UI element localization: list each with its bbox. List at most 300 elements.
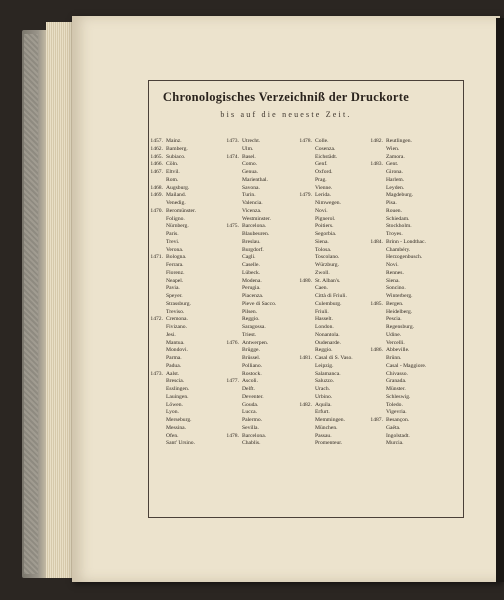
list-item [224, 177, 276, 185]
list-item [224, 200, 276, 208]
list-item [148, 177, 196, 185]
page-right-shadow [496, 18, 504, 582]
list-item [224, 208, 276, 216]
list-item [148, 433, 196, 441]
entry-place: Aquila. [315, 401, 332, 408]
list-item [148, 161, 196, 169]
entry-place: Basel. [242, 153, 256, 160]
list-item [297, 409, 353, 417]
list-item [224, 270, 276, 278]
entry-year: 1471. [150, 254, 163, 261]
entry-place: Abbeville. [386, 347, 410, 354]
list-item [224, 417, 276, 425]
list-item [368, 231, 426, 239]
entry-year: 1469. [150, 192, 163, 199]
list-item [297, 216, 353, 224]
entry-place: Genua. [242, 169, 258, 175]
list-item [368, 433, 426, 441]
entry-place: Pavia. [166, 285, 180, 292]
list-item [368, 161, 426, 169]
list-item [148, 216, 196, 224]
place-list-column-1 [148, 138, 196, 448]
entry-place: Bamberg. [166, 145, 188, 152]
entry-place: Promenteur. [315, 440, 343, 447]
entry-place: Eichstädt. [315, 153, 338, 160]
list-item [148, 301, 196, 309]
list-item [368, 309, 426, 317]
entry-place: Speyer. [166, 293, 183, 299]
entry-place: Lyon. [166, 409, 179, 416]
entry-place: Segorbia. [315, 231, 337, 237]
entry-place: Zwoll. [315, 269, 330, 276]
entry-place: Parma. [166, 355, 182, 361]
entry-place: Cagli. [242, 254, 256, 261]
list-item [224, 316, 276, 324]
list-item [297, 440, 353, 448]
list-item [224, 285, 276, 293]
entry-year: 1474. [226, 153, 239, 160]
list-item [368, 347, 426, 355]
entry-place: Casal - Maggiore. [386, 362, 427, 369]
list-item [148, 254, 196, 262]
list-item [224, 324, 276, 332]
entry-place: Aalst. [166, 370, 180, 377]
list-item [297, 185, 353, 193]
entry-year: 1467. [150, 169, 163, 175]
entry-place: Subiaco. [166, 153, 186, 160]
entry-place: Augsburg. [166, 184, 190, 191]
entry-place: Tolosa. [315, 246, 332, 253]
list-item [368, 223, 426, 231]
list-item [297, 200, 353, 208]
entry-place: Löwen. [166, 401, 183, 408]
list-item [368, 293, 426, 301]
book-page [72, 16, 500, 582]
entry-place: Gent. [386, 161, 399, 168]
entry-place: Urach. [315, 386, 331, 392]
entry-year: 1462. [150, 145, 163, 152]
entry-place: Cremona. [166, 316, 188, 323]
list-item [297, 433, 353, 441]
list-item [297, 270, 353, 278]
entry-place: Pignerol. [315, 215, 336, 222]
page-title: Chronologisches Verzeichniß der Druckorte [162, 90, 410, 104]
entry-place: Città di Friuli. [315, 293, 347, 299]
entry-place: Sant' Ursino. [166, 440, 195, 447]
entry-place: St. Alban's. [315, 277, 341, 284]
list-item [297, 192, 353, 200]
list-item [297, 347, 353, 355]
list-item [297, 355, 353, 363]
list-item [368, 216, 426, 224]
list-item [297, 363, 353, 371]
list-item [224, 254, 276, 262]
list-item [297, 161, 353, 169]
entry-year: 1473. [226, 138, 239, 144]
list-item [368, 285, 426, 293]
entry-place: Erfurt. [315, 409, 330, 416]
entry-place: Caen. [315, 285, 328, 292]
entry-place: Saluzzo. [315, 378, 335, 385]
entry-place: Fivizano. [166, 324, 187, 330]
list-item [148, 239, 196, 247]
entry-place: Piacenza. [242, 293, 264, 299]
entry-place: Ofen. [166, 432, 179, 439]
list-item [224, 409, 276, 417]
list-item [148, 185, 196, 193]
entry-place: Herzogenbusch. [386, 254, 423, 261]
list-item [148, 208, 196, 216]
entry-place: Vicenza. [242, 207, 262, 214]
entry-place: Strassburg. [166, 300, 191, 307]
entry-place: Mondovi. [166, 347, 188, 354]
entry-place: Verona. [166, 246, 184, 253]
entry-place: Regensburg. [386, 324, 415, 330]
entry-place: Bergen. [386, 300, 404, 307]
list-item [224, 247, 276, 255]
entry-place: Blaubeuren. [242, 231, 270, 237]
entry-place: Como. [242, 161, 258, 168]
list-item [148, 417, 196, 425]
entry-place: Palermo. [242, 417, 263, 423]
list-item [368, 278, 426, 286]
list-item [224, 402, 276, 410]
entry-year: 1477. [226, 378, 239, 385]
entry-place: Oxford. [315, 169, 333, 175]
entry-place: Gouda. [242, 401, 259, 408]
entry-year: 1486. [370, 347, 383, 354]
entry-place: Ingolstadt. [386, 432, 410, 439]
list-item [368, 154, 426, 162]
list-item [224, 169, 276, 177]
entry-place: Salamanca. [315, 370, 341, 377]
entry-place: Toledo. [386, 401, 403, 408]
entry-place: Wien. [386, 145, 400, 152]
entry-place: Troyes. [386, 231, 403, 237]
list-item [368, 371, 426, 379]
entry-place: Stockholm. [386, 223, 412, 230]
list-item [224, 332, 276, 340]
entry-place: Pisa. [386, 200, 397, 206]
entry-place: Ferrara. [166, 262, 184, 268]
list-item [297, 223, 353, 231]
list-item [297, 309, 353, 317]
entry-year: 1484. [370, 238, 383, 245]
list-item [368, 247, 426, 255]
entry-place: Caselle. [242, 262, 260, 268]
entry-place: Leyden. [386, 184, 405, 191]
entry-year: 1465. [150, 153, 163, 160]
list-item [148, 386, 196, 394]
list-item [297, 394, 353, 402]
entry-place: Esslingen. [166, 386, 190, 392]
list-item [368, 340, 426, 348]
entry-place: Urbino. [315, 393, 333, 400]
entry-place: Lerida. [315, 192, 331, 199]
list-item [224, 192, 276, 200]
list-item [224, 223, 276, 231]
list-item [368, 146, 426, 154]
list-item [224, 293, 276, 301]
entry-place: Münster. [386, 386, 406, 392]
entry-place: Delft. [242, 386, 255, 392]
list-item [297, 324, 353, 332]
entry-place: Perugia. [242, 285, 261, 292]
entry-year: 1476. [226, 339, 239, 346]
entry-year: 1472. [150, 316, 163, 323]
entry-place: Mainz. [166, 138, 182, 144]
list-item [297, 138, 353, 146]
entry-place: Burgdorf. [242, 246, 264, 253]
list-item [224, 347, 276, 355]
list-item [368, 332, 426, 340]
entry-place: Nürnberg. [166, 223, 189, 230]
entry-place: Neapel. [166, 277, 184, 284]
entry-place: Colle. [315, 138, 329, 144]
list-item [297, 169, 353, 177]
entry-place: Rennes. [386, 269, 404, 276]
list-item [224, 309, 276, 317]
list-item [224, 154, 276, 162]
entry-place: Polliano. [242, 362, 263, 369]
entry-place: Zamora. [386, 153, 405, 160]
list-item [297, 332, 353, 340]
entry-year: 1478. [226, 432, 239, 439]
list-item [224, 440, 276, 448]
list-item [297, 301, 353, 309]
entry-place: Trevi. [166, 238, 180, 245]
list-item [368, 316, 426, 324]
list-item [297, 146, 353, 154]
entry-place: Rom. [166, 176, 179, 183]
list-item [148, 425, 196, 433]
list-item [148, 278, 196, 286]
entry-place: Schleswig. [386, 393, 411, 400]
list-item [148, 355, 196, 363]
entry-place: Deventer. [242, 393, 264, 400]
entry-year: 1475. [226, 223, 239, 230]
entry-year: 1482. [370, 138, 383, 144]
entry-place: Siena. [315, 238, 329, 245]
entry-place: Pieve di Sacco. [242, 300, 277, 307]
entry-place: Valencia. [242, 200, 263, 206]
entry-place: Marienthal. [242, 176, 268, 183]
list-item [148, 340, 196, 348]
list-item [224, 239, 276, 247]
list-item [368, 363, 426, 371]
entry-place: Triest. [242, 331, 257, 338]
list-item [148, 363, 196, 371]
list-item [297, 293, 353, 301]
entry-year: 1480. [299, 277, 312, 284]
entry-place: Bologna. [166, 254, 187, 261]
list-item [297, 177, 353, 185]
list-item [148, 394, 196, 402]
entry-place: Brügge. [242, 347, 260, 354]
list-item [368, 301, 426, 309]
list-item [224, 216, 276, 224]
entry-place: Hasselt. [315, 316, 333, 323]
list-item [224, 355, 276, 363]
list-item [297, 208, 353, 216]
entry-place: Treviso. [166, 308, 185, 315]
entry-place: Harlem. [386, 176, 405, 183]
entry-place: Cöln. [166, 161, 179, 168]
place-list-column-2 [224, 138, 276, 448]
entry-place: Schiedam. [386, 215, 410, 222]
list-item [368, 386, 426, 394]
entry-place: Leipzig. [315, 362, 334, 369]
list-item [148, 409, 196, 417]
list-item [148, 154, 196, 162]
entry-place: Gaëta. [386, 424, 401, 431]
list-item [368, 138, 426, 146]
entry-place: Mantua. [166, 339, 185, 346]
entry-place: Cosenza. [315, 145, 336, 152]
list-item [224, 425, 276, 433]
list-item [297, 262, 353, 270]
entry-year: 1457. [150, 138, 163, 144]
entry-year: 1487. [370, 417, 383, 423]
list-item [148, 231, 196, 239]
entry-place: Vigevria. [386, 409, 407, 416]
list-item [297, 285, 353, 293]
entry-place: Lucca. [242, 409, 258, 416]
list-item [224, 363, 276, 371]
list-item [368, 254, 426, 262]
entry-year: 1470. [150, 207, 163, 214]
entry-place: Reutlingen. [386, 138, 412, 144]
list-item [224, 386, 276, 394]
list-item [368, 185, 426, 193]
entry-place: Eltvil. [166, 169, 180, 175]
list-item [148, 200, 196, 208]
entry-place: Friuli. [315, 308, 329, 315]
entry-place: Mailand. [166, 192, 187, 199]
list-item [368, 425, 426, 433]
list-item [297, 247, 353, 255]
entry-place: Rouen. [386, 207, 403, 214]
list-item [148, 223, 196, 231]
list-item [224, 185, 276, 193]
entry-place: Lauingen. [166, 393, 189, 400]
entry-place: Jesi. [166, 331, 176, 338]
list-item [224, 231, 276, 239]
entry-place: Ascoli. [242, 378, 259, 385]
entry-year: 1468. [150, 184, 163, 191]
entry-place: Pilsen. [242, 308, 258, 315]
place-list-column-3 [297, 138, 353, 448]
list-item [224, 278, 276, 286]
entry-place: Sevilla. [242, 424, 259, 431]
entry-place: Novi. [315, 207, 328, 214]
entry-place: Saragossa. [242, 324, 266, 330]
list-item [297, 371, 353, 379]
entry-place: London. [315, 324, 334, 330]
list-item [368, 324, 426, 332]
list-item [224, 138, 276, 146]
list-item [368, 192, 426, 200]
list-item [148, 378, 196, 386]
list-item [368, 394, 426, 402]
entry-place: Savona. [242, 184, 260, 191]
entry-place: Prag. [315, 176, 327, 183]
list-item [368, 440, 426, 448]
entry-place: Oudenarde. [315, 339, 341, 346]
list-item [148, 192, 196, 200]
entry-place: Paris. [166, 231, 179, 237]
entry-place: Antwerpen. [242, 339, 269, 346]
list-item [297, 340, 353, 348]
list-item [148, 332, 196, 340]
list-item [297, 386, 353, 394]
entry-place: Lübeck. [242, 269, 261, 276]
list-item [368, 262, 426, 270]
entry-place: Heidelberg. [386, 308, 413, 315]
list-item [148, 440, 196, 448]
entry-place: Culemburg. [315, 300, 342, 307]
entry-place: Granada. [386, 378, 407, 385]
list-item [148, 402, 196, 410]
entry-place: München. [315, 424, 338, 431]
entry-place: Passau. [315, 432, 332, 439]
entry-place: Barcelona. [242, 223, 267, 230]
entry-place: Novi. [386, 262, 399, 268]
list-item [368, 378, 426, 386]
list-item [148, 247, 196, 255]
entry-year: 1479. [299, 192, 312, 199]
entry-place: Vienne. [315, 184, 333, 191]
list-item [368, 208, 426, 216]
entry-place: Poitiers. [315, 223, 334, 230]
entry-place: Venedig. [166, 200, 186, 206]
entry-place: Ulm. [242, 145, 254, 152]
entry-place: Chablis. [242, 440, 261, 447]
list-item [297, 425, 353, 433]
list-item [224, 161, 276, 169]
list-item [224, 262, 276, 270]
entry-place: Westminster. [242, 215, 271, 222]
entry-place: Murcia. [386, 440, 404, 447]
entry-place: Würzburg. [315, 262, 339, 268]
list-item [148, 309, 196, 317]
list-item [297, 239, 353, 247]
entry-place: Utrecht. [242, 138, 261, 144]
entry-place: Genf. [315, 161, 328, 168]
entry-place: Udine. [386, 331, 402, 338]
entry-year: 1482. [299, 401, 312, 408]
list-item [297, 417, 353, 425]
entry-place: Casal di S. Vaso. [315, 355, 353, 361]
entry-place: Modena. [242, 277, 262, 284]
list-item [297, 378, 353, 386]
list-item [148, 146, 196, 154]
list-item [148, 293, 196, 301]
entry-place: Soncino. [386, 285, 406, 292]
entry-place: Turin. [242, 192, 256, 199]
list-item [368, 177, 426, 185]
list-item [368, 355, 426, 363]
entry-place: Besançon. [386, 417, 410, 423]
page-subtitle: bis auf die neueste Zeit. [220, 110, 352, 119]
list-item [148, 270, 196, 278]
list-item [224, 433, 276, 441]
entry-place: Brinn - Londthac. [386, 238, 426, 245]
entry-place: Brünn. [386, 355, 402, 361]
list-item [224, 371, 276, 379]
entry-place: Barcelona. [242, 432, 267, 439]
entry-place: Reggio. [315, 347, 333, 354]
